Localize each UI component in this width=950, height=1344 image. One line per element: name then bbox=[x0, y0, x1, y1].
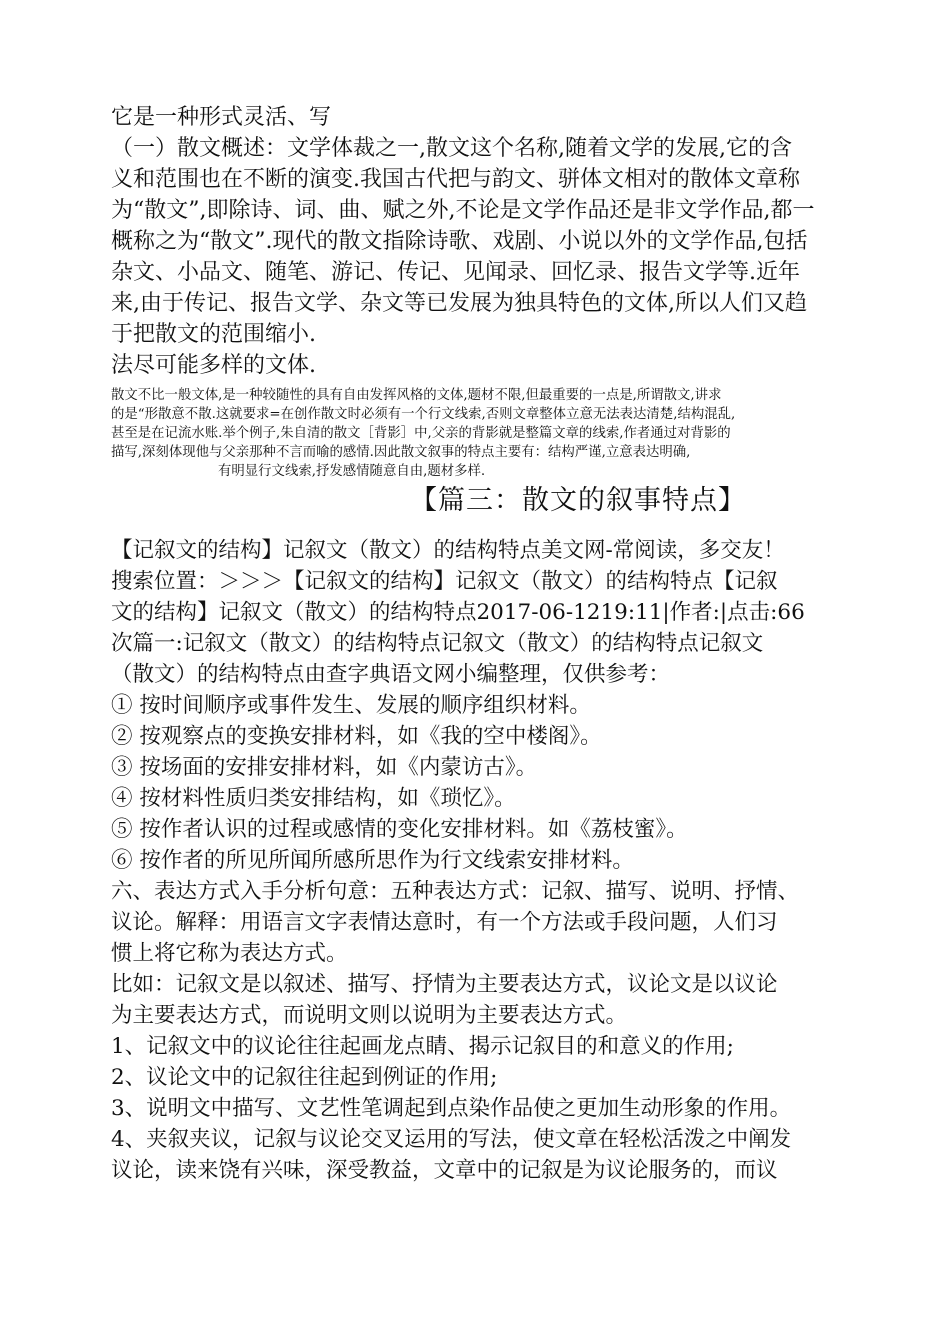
small-text-line: 甚至是在记流水账.举个例子,朱自清的散文［背影］中,父亲的背影就是整篇文章的线索,作者通过对背影的 bbox=[111, 426, 731, 441]
list-item: ③ 按场面的安排安排材料，如《内蒙访古》。 bbox=[111, 755, 538, 780]
text-line: 议论，读来饶有兴味，深受教益，文章中的记叙是为议论服务的，而议 bbox=[111, 1158, 778, 1183]
text-line: 杂文、小品文、随笔、游记、传记、见闻录、回忆录、报告文学等.近年 bbox=[111, 260, 800, 285]
numbered-item: 1、记叙文中的议论往往起画龙点睛、揭示记叙目的和意义的作用; bbox=[111, 1034, 734, 1059]
small-text-line: 描写,深刻体现他与父亲那种不言而喻的感情.因此散文叙事的特点主要有：结构严谨,立意表达明确, bbox=[111, 445, 691, 460]
text-line: 搜索位置：＞＞＞【记叙文的结构】记叙文（散文）的结构特点【记叙 bbox=[111, 569, 778, 594]
text-line: 【记叙文的结构】记叙文（散文）的结构特点美文网-常阅读，多交友！ bbox=[111, 538, 785, 563]
list-item: ⑤ 按作者认识的过程或感情的变化安排材料。如《荔枝蜜》。 bbox=[111, 817, 688, 842]
text-line: （散文）的结构特点由查字典语文网小编整理，仅供参考： bbox=[111, 662, 671, 687]
text-line: 为“散文”,即除诗、词、曲、赋之外,不论是文学作品还是非文学作品,都一 bbox=[111, 198, 815, 223]
small-text-line: 的是“形散意不散.这就要求=在创作散文时必须有一个行文线索,否则文章整体立意无法表达清楚,结构混乱, bbox=[111, 407, 736, 422]
text-line: （一）散文概述：文学体裁之一,散文这个名称,随着文学的发展,它的含 bbox=[111, 136, 792, 161]
text-line: 于把散文的范围缩小. bbox=[111, 322, 316, 347]
numbered-item: 4、夹叙夹议，记叙与议论交叉运用的写法，使文章在轻松活泼之中阐发 bbox=[111, 1127, 792, 1152]
text-line: 文的结构】记叙文（散文）的结构特点2017-06-1219:11|作者:|点击:66 bbox=[111, 600, 805, 625]
text-line: 概称之为“散文”.现代的散文指除诗歌、戏剧、小说以外的文学作品,包括 bbox=[111, 229, 808, 254]
text-line: 法尽可能多样的文体. bbox=[111, 353, 316, 378]
text-line: 次篇一:记叙文（散文）的结构特点记叙文（散文）的结构特点记叙文 bbox=[111, 631, 764, 656]
text-line: 比如：记叙文是以叙述、描写、抒情为主要表达方式，议论文是以议论 bbox=[111, 972, 778, 997]
text-line: 惯上将它称为表达方式。 bbox=[111, 941, 348, 966]
small-text-line: 有明显行文线索,抒发感情随意自由,题材多样. bbox=[218, 464, 486, 479]
text-line: 它是一种形式灵活、写 bbox=[111, 105, 332, 130]
text-line: 议论。解释：用语言文字表情达意时，有一个方法或手段问题，人们习 bbox=[111, 910, 778, 935]
numbered-item: 2、议论文中的记叙往往起到例证的作用; bbox=[111, 1065, 498, 1090]
text-line: 六、表达方式入手分析句意：五种表达方式：记叙、描写、说明、抒情、 bbox=[111, 879, 800, 904]
small-text-line: 散文不比一般文体,是一种较随性的具有自由发挥风格的文体,题材不限,但最重要的一点是,所谓散文,讲求 bbox=[111, 388, 722, 403]
text-line: 来,由于传记、报告文学、杂文等已发展为独具特色的文体,所以人们又趋 bbox=[111, 291, 807, 316]
list-item: ① 按时间顺序或事件发生、发展的顺序组织材料。 bbox=[111, 693, 591, 718]
text-line: 义和范围也在不断的演变.我国古代把与韵文、骈体文相对的散体文章称 bbox=[111, 167, 800, 192]
numbered-item: 3、说明文中描写、文艺性笔调起到点染作品使之更加生动形象的作用。 bbox=[111, 1096, 792, 1121]
list-item: ⑥ 按作者的所见所闻所感所思作为行文线索安排材料。 bbox=[111, 848, 634, 873]
list-item: ④ 按材料性质归类安排结构，如《琐忆》。 bbox=[111, 786, 516, 811]
list-item: ② 按观察点的变换安排材料，如《我的空中楼阁》。 bbox=[111, 724, 602, 749]
text-line: 为主要表达方式，而说明文则以说明为主要表达方式。 bbox=[111, 1003, 628, 1028]
section-heading: 【篇三：散文的叙事特点】 bbox=[410, 485, 746, 516]
